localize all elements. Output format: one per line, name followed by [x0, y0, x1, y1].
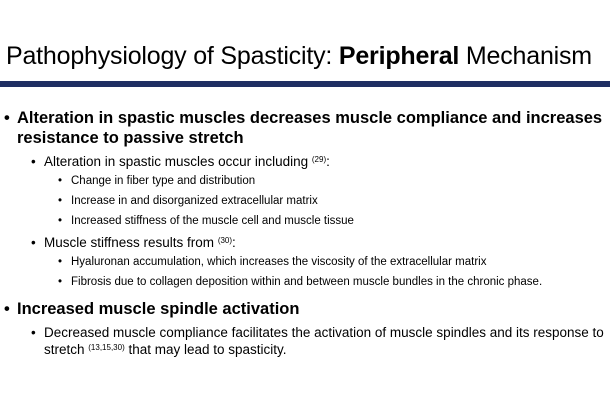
bullet-icon: • — [58, 175, 63, 187]
sub-point-stiffness — [0, 234, 610, 251]
detail-item — [0, 194, 610, 208]
bullet-icon: • — [31, 235, 36, 250]
detail-item — [0, 174, 610, 188]
title-prefix: Pathophysiology of Spasticity: — [6, 42, 339, 70]
bullet-icon: • — [4, 300, 10, 318]
main-point-spindle — [0, 299, 610, 319]
detail-text: Increased stiffness of the muscle cell and muscle tissue — [71, 215, 354, 227]
detail-text: Change in fiber type and distribution — [71, 175, 256, 187]
sub-point-text: Alteration in spastic muscles occur including — [44, 154, 312, 169]
sub-point-tail: : — [232, 235, 236, 250]
title-emphasis: Peripheral — [338, 42, 460, 70]
main-point-text: Alteration in spastic muscles decreases muscle compliance and increases resistance to passive stretch — [17, 109, 603, 147]
sub-point-text: Muscle stiffness results from — [44, 235, 218, 250]
citation-ref: (13,15,30) — [88, 343, 125, 352]
sub-point-text: Decreased muscle compliance facilitates the activation of muscle spindles and its response to stretch — [44, 325, 604, 357]
bullet-icon: • — [31, 325, 36, 340]
detail-item — [0, 214, 610, 228]
bullet-icon: • — [58, 276, 63, 288]
sub-point-tail: : — [326, 154, 330, 169]
title-suffix: Mechanism — [459, 42, 592, 70]
slide-body — [0, 108, 610, 362]
main-point-compliance — [0, 108, 610, 148]
detail-text: Fibrosis due to collagen deposition within and between muscle bundles in the chronic phase. — [71, 276, 543, 288]
citation-ref: (30) — [217, 236, 233, 245]
bullet-icon: • — [31, 154, 36, 169]
detail-item — [0, 275, 610, 289]
detail-text: Increase in and disorganized extracellular matrix — [71, 195, 318, 207]
citation-ref: (29) — [311, 155, 327, 164]
sub-point-spindle — [0, 324, 610, 358]
detail-item — [0, 255, 610, 269]
bullet-icon: • — [58, 195, 63, 207]
title-underline-bar — [0, 81, 610, 87]
bullet-icon: • — [58, 256, 63, 268]
bullet-icon: • — [4, 109, 10, 127]
sub-point-alterations — [0, 153, 610, 170]
sub-point-tail: that may lead to spasticity. — [124, 342, 287, 357]
bullet-icon: • — [58, 215, 63, 227]
main-point-text: Increased muscle spindle activation — [17, 300, 300, 318]
detail-text: Hyaluronan accumulation, which increases the viscosity of the extracellular matrix — [71, 256, 487, 268]
slide-title — [6, 42, 592, 71]
